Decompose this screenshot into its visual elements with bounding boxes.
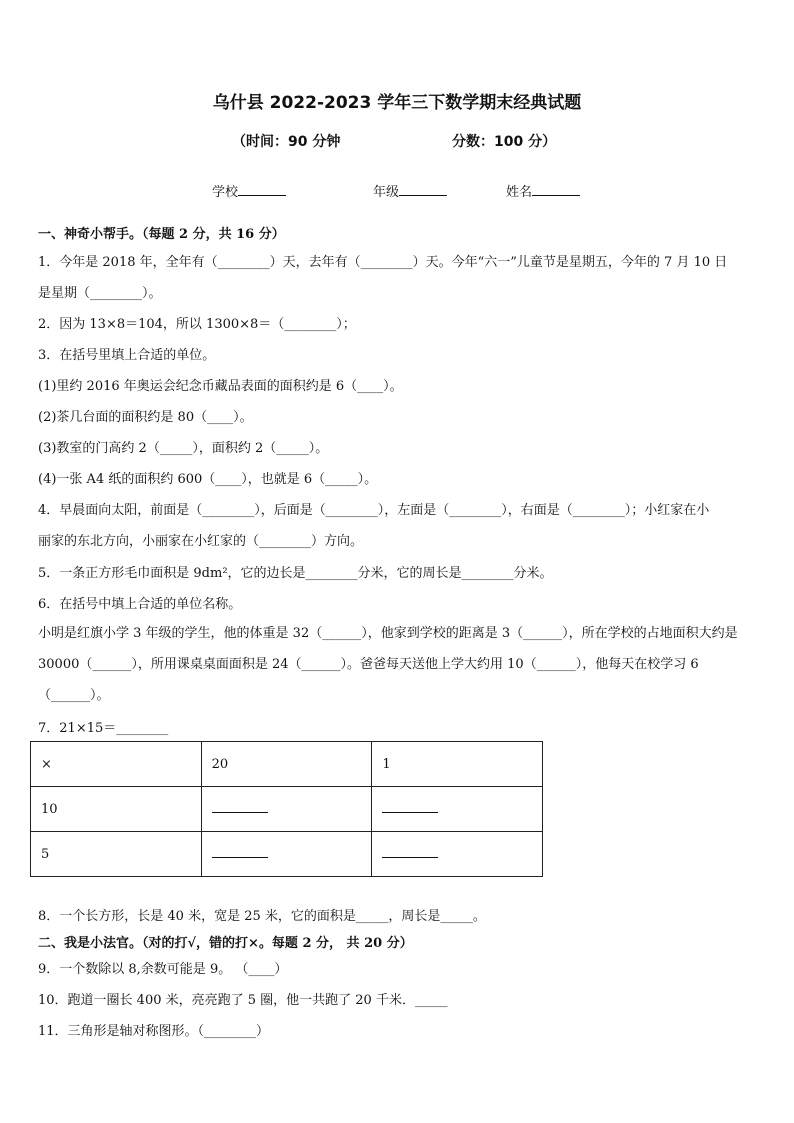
question-line: 6．在括号中填上合适的单位名称。 bbox=[38, 597, 242, 612]
q8-line: 8．一个长方形，长是 40 米，宽是 25 米，它的面积是_____，周长是_____。 bbox=[38, 909, 486, 924]
name-field[interactable] bbox=[506, 181, 580, 200]
section2-heading: 二、我是小法官。（对的打√，错的打×。每题 2 分， 共 20 分） bbox=[38, 936, 413, 951]
name-blank[interactable] bbox=[532, 183, 580, 196]
section1-heading: 一、神奇小帮手。（每题 2 分，共 16 分） bbox=[38, 227, 285, 242]
q6-paragraph: 小明是红旗小学 3 年级的学生，他的体重是 32（______），他家到学校的距离是 3（______），所在学校的占地面积大约是 30000（______），所用课桌桌面面积是 24（______）。爸爸每天送他上学大约用 10（______），他每天在校学习 6（______）。 bbox=[38, 626, 738, 703]
question-line: 丽家的东北方向，小丽家在小红家的（________）方向。 bbox=[38, 534, 364, 549]
answer-blank-cell[interactable] bbox=[372, 832, 543, 877]
answer-blank[interactable] bbox=[212, 802, 268, 813]
question-line: 9．一个数除以 8,余数可能是 9。 （____） bbox=[38, 962, 288, 977]
grade-blank[interactable] bbox=[399, 183, 447, 196]
exam-score: 分数：100 分） bbox=[452, 134, 557, 150]
answer-blank-cell[interactable] bbox=[201, 832, 372, 877]
table-row bbox=[31, 742, 543, 787]
q7-line: 7．21×15＝________ bbox=[38, 721, 169, 736]
answer-blank-cell[interactable] bbox=[372, 787, 543, 832]
question-line: 3．在括号里填上合适的单位。 bbox=[38, 348, 216, 363]
table-cell: × bbox=[31, 742, 202, 787]
table-cell: 5 bbox=[31, 832, 202, 877]
page-title: 乌什县 2022-2023 学年三下数学期末经典试题 bbox=[212, 93, 582, 113]
question-line: 10．跑道一圈长 400 米，亮亮跑了 5 圈，他一共跑了 20 千米．_____ bbox=[38, 993, 448, 1008]
answer-blank[interactable] bbox=[382, 847, 438, 858]
multiplication-table bbox=[30, 741, 543, 877]
grade-prefix: 年 bbox=[373, 185, 387, 200]
table-cell: 10 bbox=[31, 787, 202, 832]
grade-field[interactable] bbox=[373, 181, 447, 200]
table-row bbox=[31, 832, 543, 877]
table-cell: 20 bbox=[201, 742, 372, 787]
grade-label: 级 bbox=[386, 185, 400, 200]
question-line: (1)里约 2016 年奥运会纪念币藏品表面的面积约是 6（____）。 bbox=[38, 379, 403, 394]
exam-time: （时间：90 分钟 bbox=[232, 134, 341, 150]
table-row bbox=[31, 787, 543, 832]
answer-blank-cell[interactable] bbox=[201, 787, 372, 832]
table-cell: 1 bbox=[372, 742, 543, 787]
school-field[interactable] bbox=[212, 181, 286, 200]
question-line: 2．因为 13×8＝104，所以 1300×8＝（________）； bbox=[38, 317, 356, 332]
school-label: 学校 bbox=[212, 185, 239, 200]
question-line: (3)教室的门高约 2（_____），面积约 2（_____）。 bbox=[38, 441, 329, 456]
question-line: 5．一条正方形毛巾面积是 9dm²，它的边长是________分米，它的周长是________分米。 bbox=[38, 566, 553, 581]
question-line: (4)一张 A4 纸的面积约 600（____），也就是 6（_____）。 bbox=[38, 472, 378, 487]
question-line: 1．今年是 2018 年，全年有（________）天，去年有（________）天。今年“六一”儿童节是星期五，今年的 7 月 10 日 bbox=[38, 255, 728, 270]
answer-blank[interactable] bbox=[382, 802, 438, 813]
school-blank[interactable] bbox=[238, 183, 286, 196]
question-line: 4．早晨面向太阳，前面是（________），后面是（________），左面是（________），右面是（________）；小红家在小 bbox=[38, 503, 710, 518]
question-line: (2)茶几台面的面积约是 80（____）。 bbox=[38, 410, 253, 425]
answer-blank[interactable] bbox=[212, 847, 268, 858]
question-line: 11．三角形是轴对称图形。（________） bbox=[38, 1024, 270, 1039]
question-line: 是星期（________）。 bbox=[38, 286, 162, 301]
name-label: 姓名 bbox=[506, 185, 533, 200]
